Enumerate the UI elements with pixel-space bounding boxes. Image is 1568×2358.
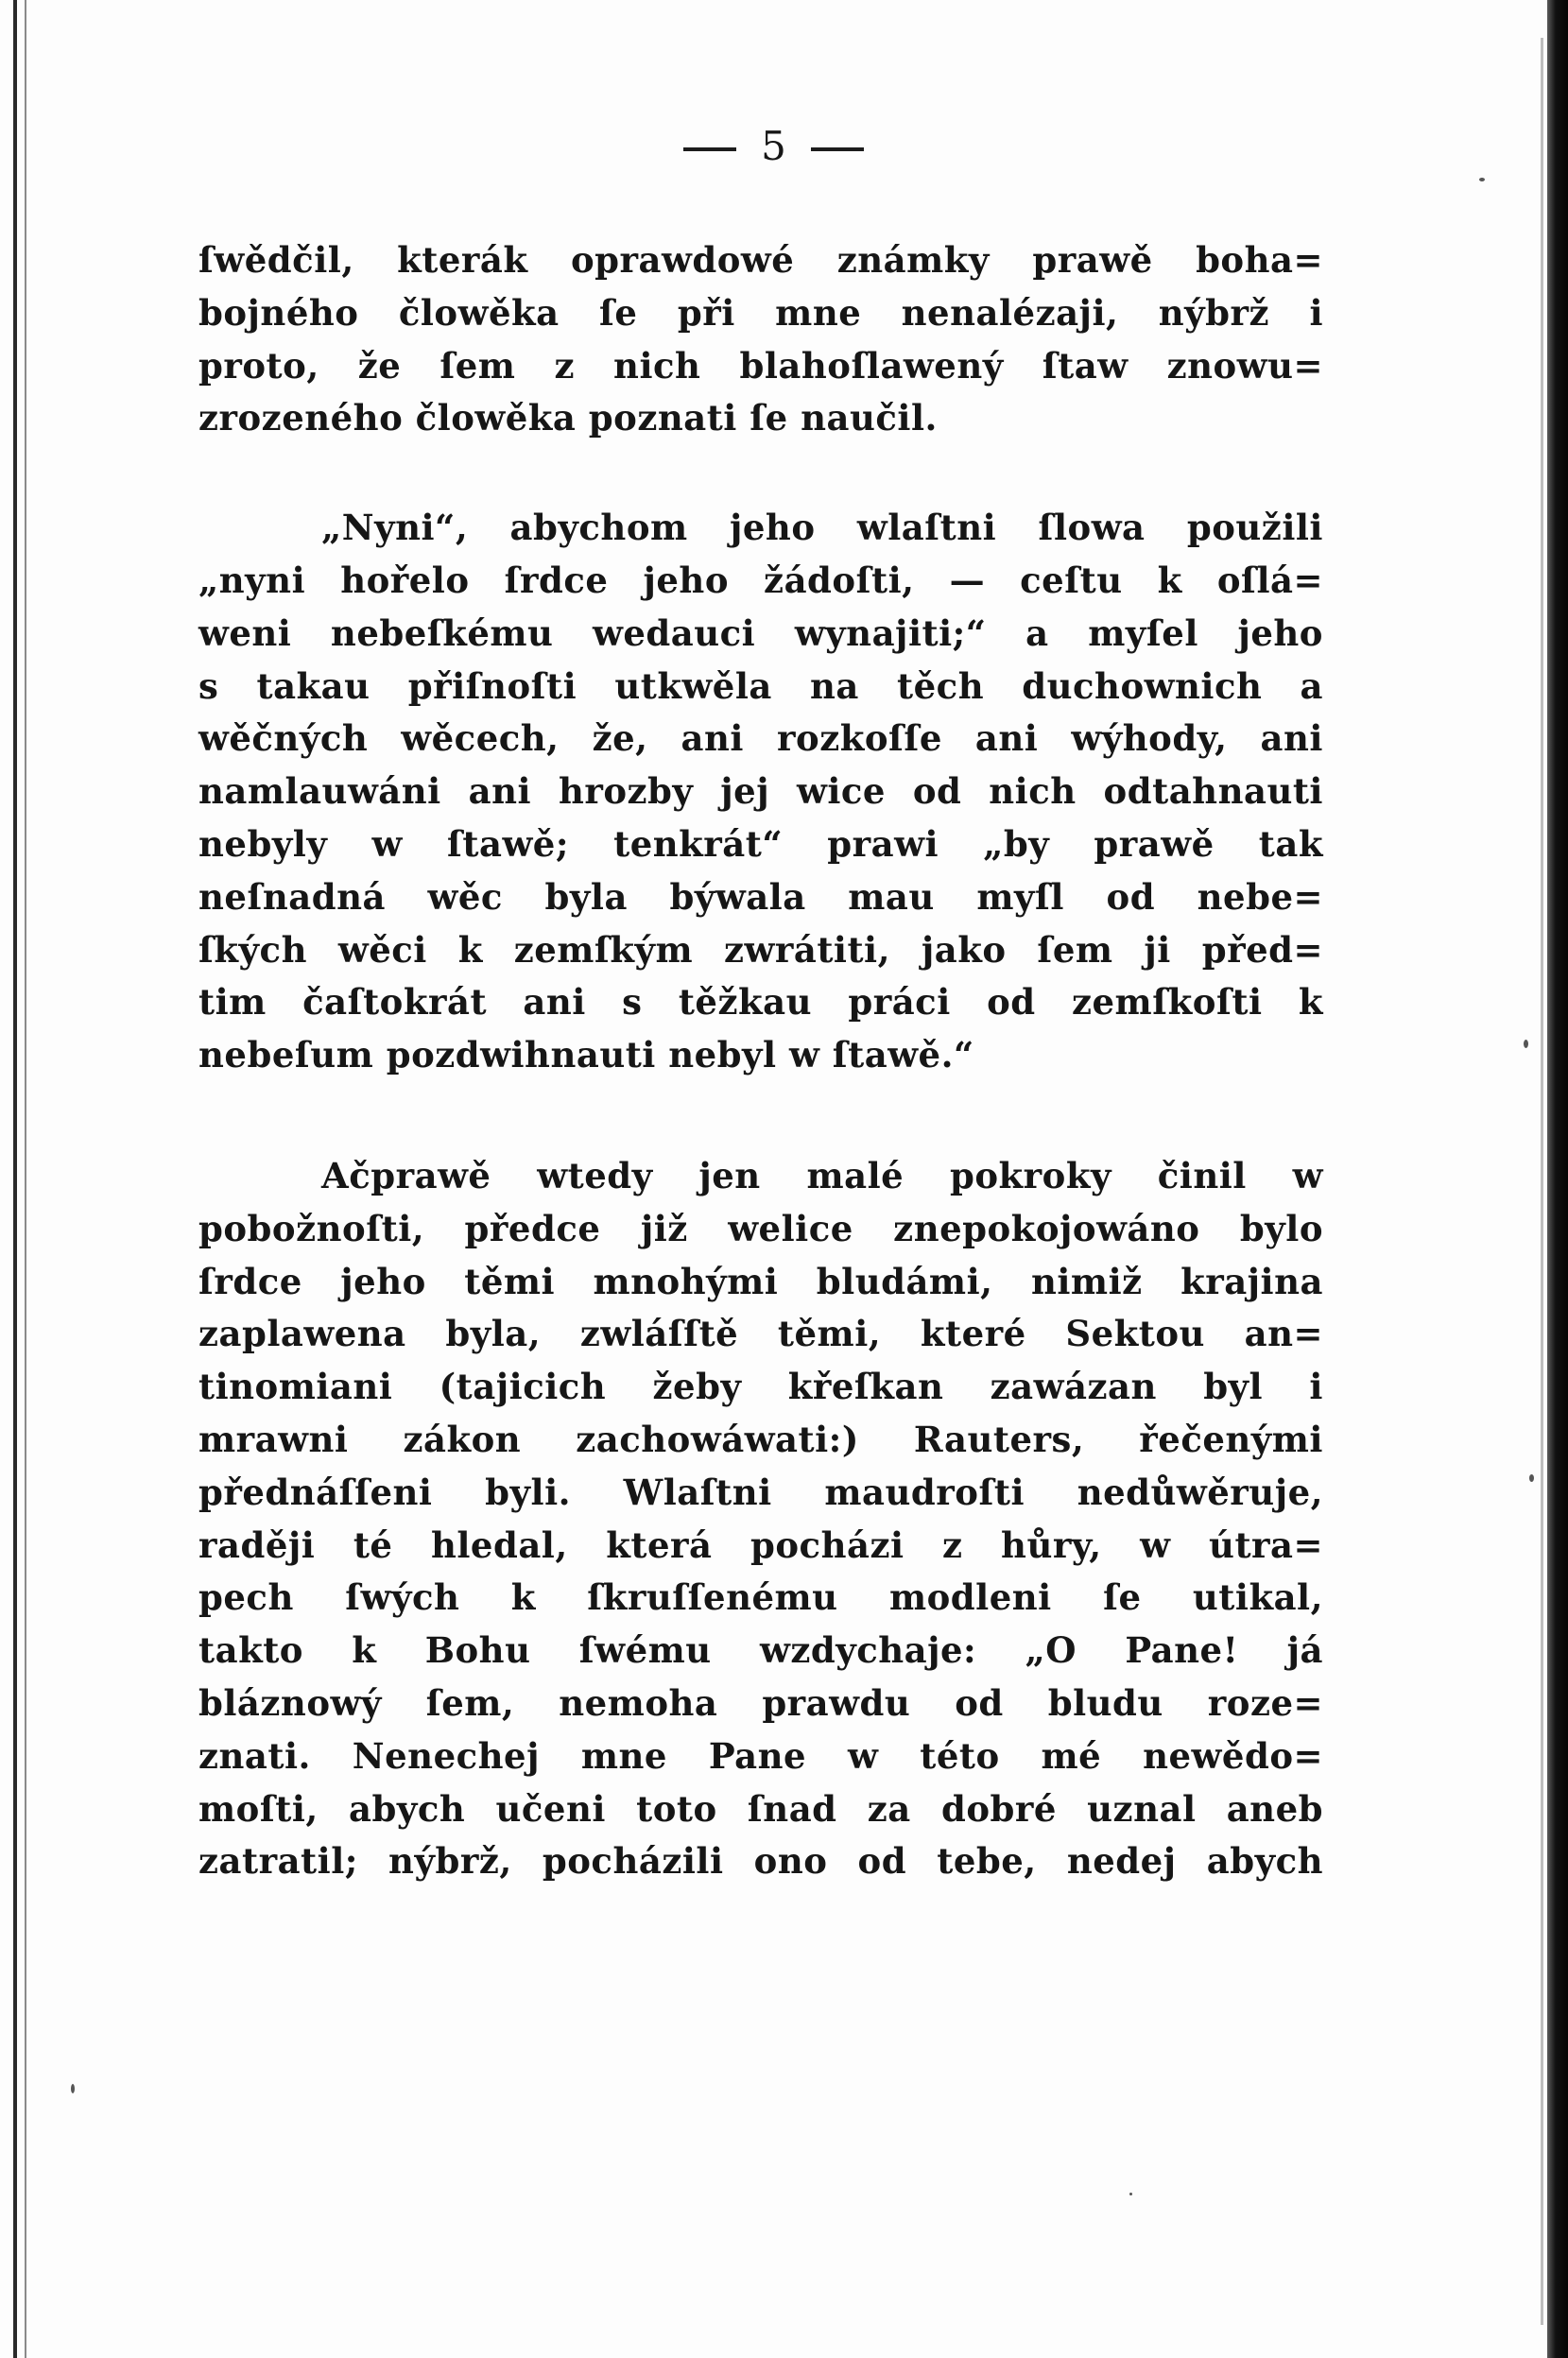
text-line: pech ſwých k ſkruſſenému modleni ſe utikal, [198, 1576, 1323, 1619]
paragraph [198, 1150, 1323, 1203]
scan-speck [1479, 178, 1485, 181]
paragraph-gap [198, 1082, 1323, 1150]
text-line: zatratil; nýbrž, pocházili ono od tebe, nedej abych [198, 1840, 1323, 1883]
text-line: tinomiani (tajicich žeby křeſkan zawázan byl i [198, 1366, 1323, 1408]
text-line: namlauwáni ani hrozby jej wice od nich odtahnauti [198, 770, 1323, 813]
text-line: Ačprawě wtedy jen malé pokroky činil w [321, 1154, 1323, 1196]
scan-speck [1524, 1040, 1528, 1048]
text-line: ſwědčil, kterák oprawdowé známky prawě boha= [198, 239, 1323, 281]
text-line: neſnadná wěc byla býwala mau myſl od nebe= [198, 875, 1323, 918]
text-line: moſti, abych učeni toto ſnad za dobré uznal aneb [198, 1787, 1323, 1830]
header-dash-right [811, 147, 864, 151]
scan-speck [1529, 1474, 1534, 1482]
text-line: bojného člowěka ſe při mne nenalézaji, nýbrž i [198, 291, 1323, 334]
paragraph [198, 234, 1323, 445]
text-line: wěčných wěcech, že, ani rozkoſſe ani wýhody, ani [198, 717, 1323, 760]
scan-speck [1129, 2193, 1132, 2195]
text-line: mrawni zákon zachowáwati:) Rauters, řečenými [198, 1418, 1323, 1460]
text-line: ſrdce jeho těmi mnohými bludámi, nimiž krajina [198, 1260, 1323, 1302]
header-dash-left [683, 147, 736, 151]
text-line: přednáſſeni byli. Wlaſtni maudroſti nedůwěruje, [198, 1471, 1323, 1513]
text-line: „Nyni“, abychom jeho wlaſtni ſlowa použili [321, 507, 1323, 549]
scan-speck [71, 2084, 75, 2093]
text-line: znati. Nenechej mne Pane w této mé newědo= [198, 1734, 1323, 1777]
text-line: nebyly w ſtawě; tenkrát“ prawi „by prawě tak [198, 822, 1323, 865]
text-line: zrozeného člowěka poznati ſe naučil. [198, 397, 938, 439]
text-line: nebeſum pozdwihnauti nebyl w ſtawě.“ [198, 1034, 974, 1076]
text-line: bláznowý ſem, nemoha prawdu od bludu roze= [198, 1681, 1323, 1724]
text-line: tim čaſtokrát ani s těžkau práci od zemſkoſti k [198, 981, 1323, 1024]
paragraph-continued [198, 555, 1323, 1082]
page-right-edge-shadow [1541, 38, 1543, 2325]
page-right-edge [1547, 0, 1568, 2358]
text-line: proto, že ſem z nich blahoſlawený ſtaw znowu= [198, 344, 1323, 387]
text-line: ſkých wěci k zemſkým zwrátiti, jako ſem ji před= [198, 928, 1323, 971]
text-line: „nyni hořelo ſrdce jeho žádoſti, — ceſtu k oſlá= [198, 559, 1323, 601]
text-line: pobožnoſti, předce již welice znepokojowáno bylo [198, 1207, 1323, 1249]
paragraph [198, 502, 1323, 555]
text-line: weni nebeſkému wedauci wynajiti;“ a myſel jeho [198, 611, 1323, 654]
paragraph-continued [198, 1203, 1323, 1888]
page-number: 5 [761, 123, 786, 169]
paragraph-gap [198, 445, 1323, 502]
body-text [198, 234, 1323, 1888]
text-line: s takau přiſnoſti utkwěla na těch duchownich a [198, 664, 1323, 707]
page-header [0, 123, 1547, 170]
page-left-edge-shadow [25, 0, 26, 2358]
page-left-edge [13, 0, 17, 2358]
text-line: zaplawena byla, zwláſſtě těmi, které Sektou an= [198, 1313, 1323, 1355]
text-line: takto k Bohu ſwému wzdychaje: „O Pane! já [198, 1629, 1323, 1672]
text-line: raději té hledal, která pocházi z hůry, w útra= [198, 1523, 1323, 1566]
